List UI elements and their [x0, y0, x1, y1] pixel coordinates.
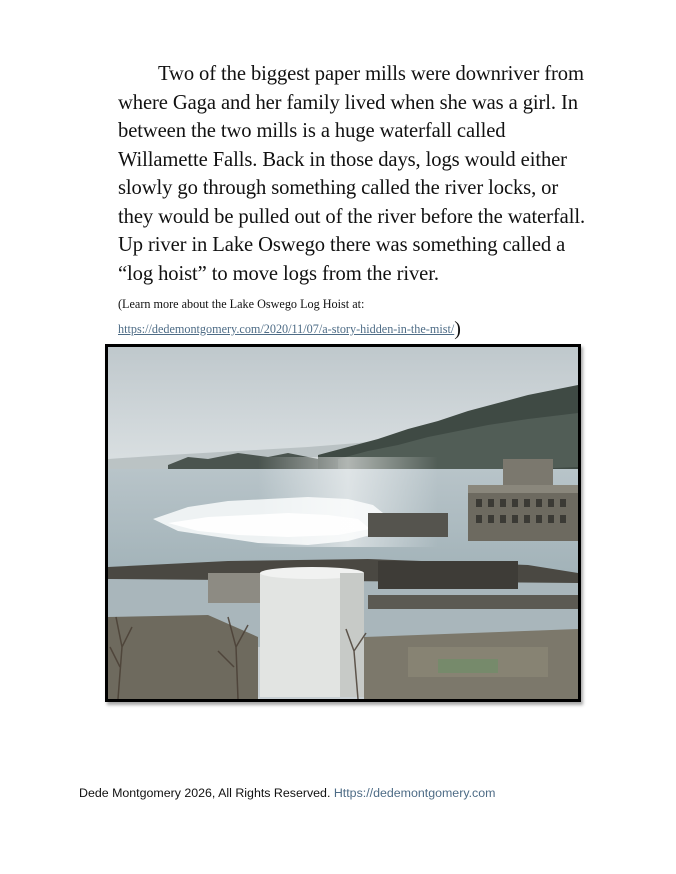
paragraph-line: “log hoist” to move logs from the river. [118, 262, 439, 285]
paragraph-line: they would be pulled out of the river before the waterfall. [118, 205, 586, 228]
closing-paren: ) [454, 318, 461, 340]
paragraph-line: Up river in Lake Oswego there was something called a [118, 234, 566, 256]
page-footer [79, 786, 495, 800]
copyright-text: Dede Montgomery 2026, All Rights Reserved. [79, 786, 331, 800]
body-paragraph [118, 60, 618, 288]
paragraph-line: between the two mills is a huge waterfall called [118, 120, 506, 142]
learn-more-link-row [118, 318, 461, 341]
paragraph-line: Two of the biggest paper mills were downriver from [158, 63, 584, 85]
paragraph-line: slowly go through something called the river locks, or [118, 177, 559, 199]
paragraph-line: Willamette Falls. Back in those days, logs would either [118, 148, 567, 171]
willamette-falls-photo [105, 344, 581, 702]
log-hoist-article-link[interactable]: https://dedemontgomery.com/2020/11/07/a-story-hidden-in-the-mist/ [118, 322, 455, 336]
learn-more-note: (Learn more about the Lake Oswego Log Hoist at: [118, 297, 365, 311]
paragraph-line: where Gaga and her family lived when she was a girl. In [118, 91, 578, 114]
footer-website-link[interactable]: Https://dedemontgomery.com [333, 786, 496, 800]
